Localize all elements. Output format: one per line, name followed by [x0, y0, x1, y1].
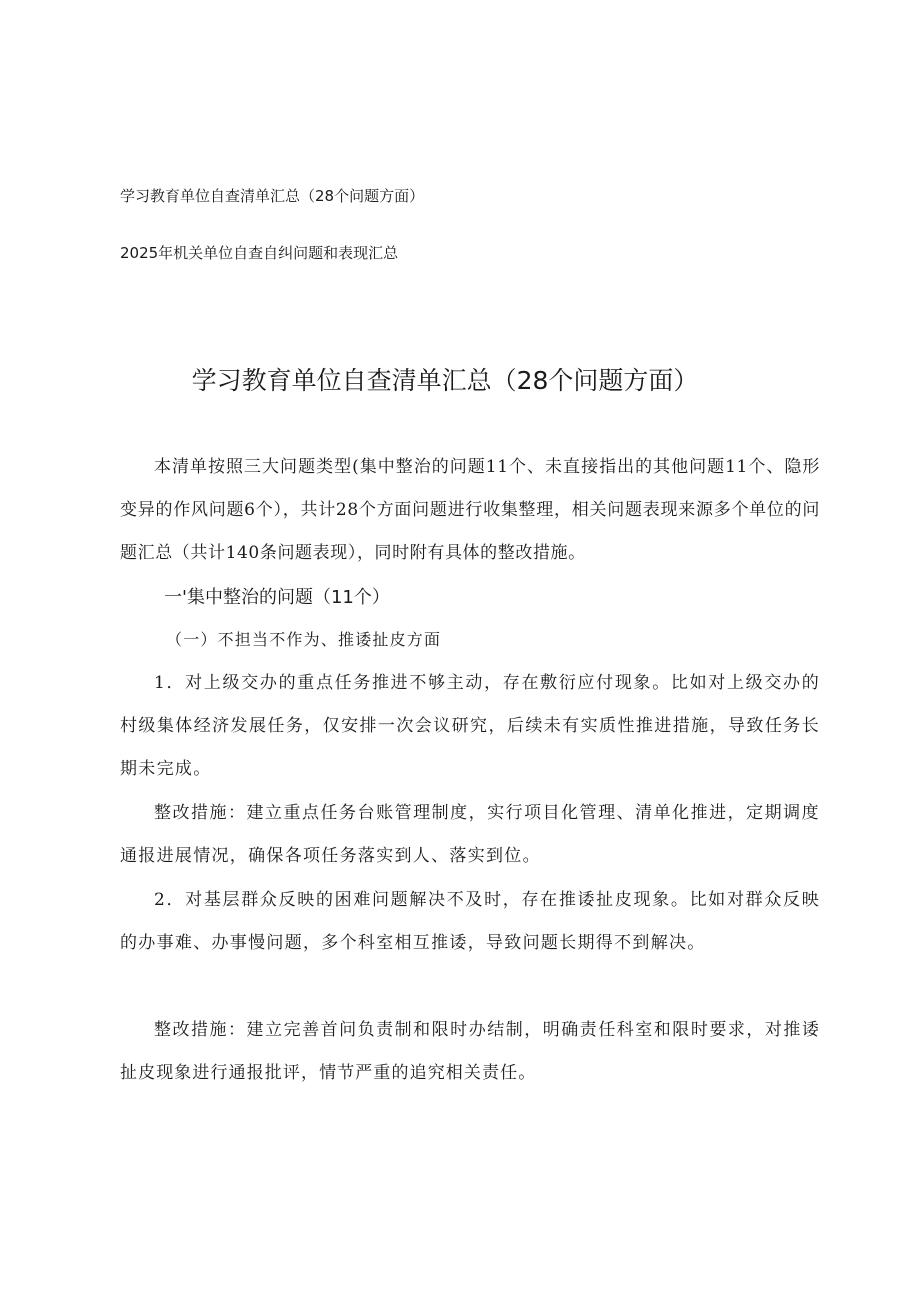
problem-paragraph-1: 1．对上级交办的重点任务推进不够主动，存在敷衍应付现象。比如对上级交办的村级集体经济发展任务，仅安排一次会议研究，后续未有实质性推进措施，导致任务长期未完成。: [120, 673, 820, 779]
document-title: 学习教育单位自查清单汇总（28个问题方面）: [191, 366, 699, 395]
toc-entry-1: 学习教育单位自查清单汇总（28个问题方面）: [120, 187, 425, 205]
section-heading: 一'集中整治的问题（11个）: [164, 587, 390, 608]
intro-paragraph: 本清单按照三大问题类型(集中整治的问题11个、未直接指出的其他问题11个、隐形变异的作风问题6个），共计28个方面问题进行收集整理，相关问题表现来源多个单位的问题汇总（共计140条问题表现），同时附有具体的整改措施。: [120, 457, 820, 563]
fix-paragraph-2: 整改措施：建立完善首问负责制和限时办结制，明确责任科室和限时要求，对推诿扯皮现象进行通报批评，情节严重的追究相关责任。: [120, 1020, 820, 1083]
fix-paragraph-1: 整改措施：建立重点任务台账管理制度，实行项目化管理、清单化推进，定期调度通报进展情况，确保各项任务落实到人、落实到位。: [120, 803, 820, 866]
subsection-heading: （一）不担当不作为、推诿扯皮方面: [166, 630, 442, 649]
problem-paragraph-2: 2．对基层群众反映的困难问题解决不及时，存在推诿扯皮现象。比如对群众反映的办事难、办事慢问题，多个科室相互推诿，导致问题长期得不到解决。: [120, 890, 820, 953]
toc-entry-2: 2025年机关单位自查自纠问题和表现汇总: [120, 244, 399, 262]
